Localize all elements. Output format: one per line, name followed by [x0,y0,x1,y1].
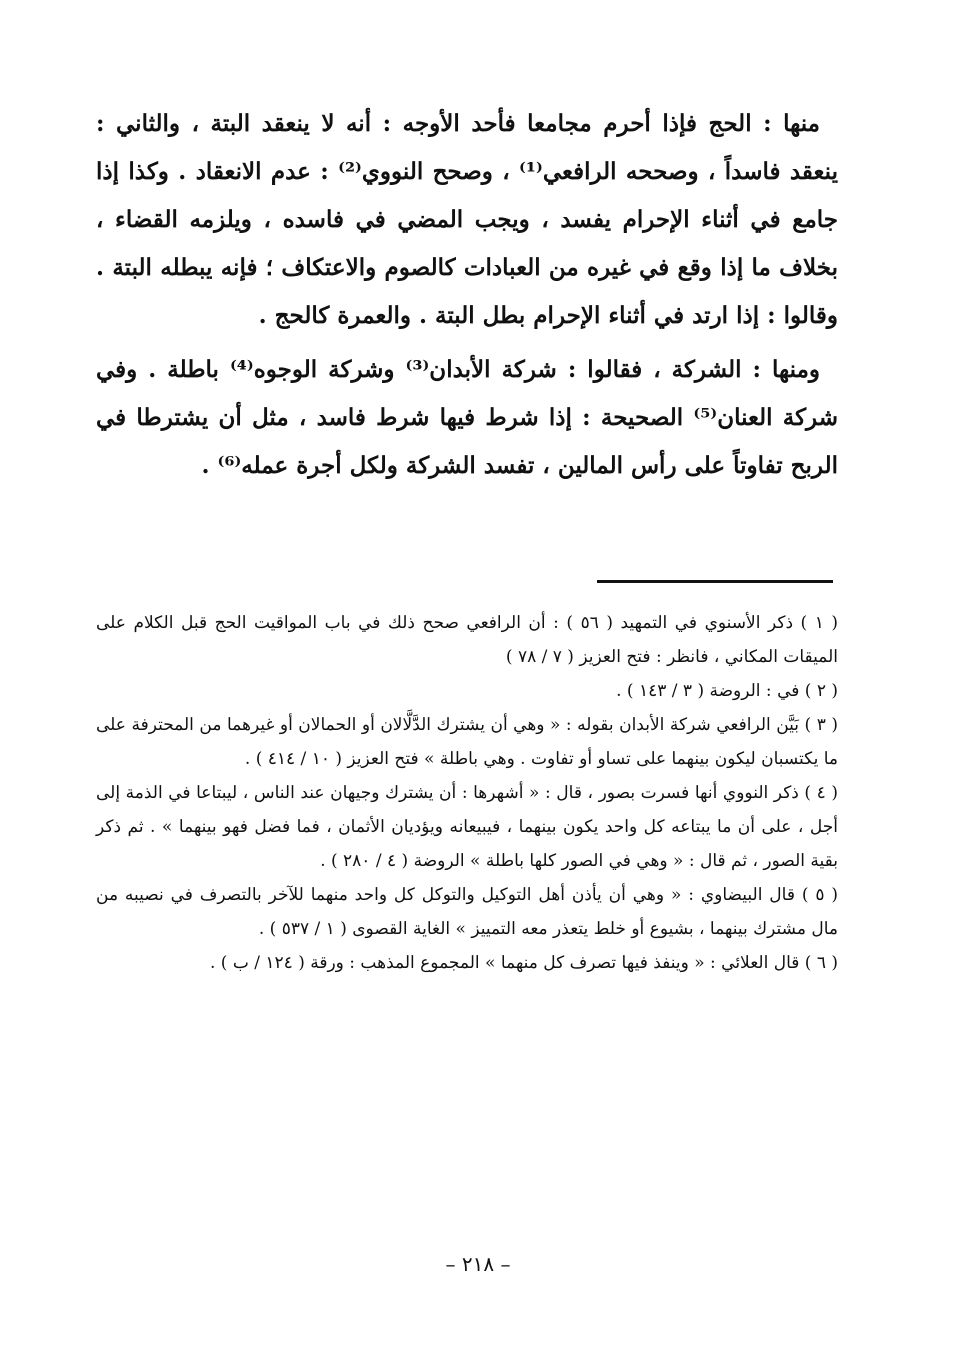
footnote-2: ( ٢ ) في : الروضة ( ٣ / ١٤٣ ) . [616,681,838,701]
footnote-separator [597,580,833,583]
footnotes [96,606,838,980]
footnote-3: ( ٣ ) بَيَّن الرافعي شركة الأبدان بقوله : « وهي أن يشترك الدَّلَّالان أو الحمالان أو غيرهما من المحترفة على ما يكتسبان ليكون بينهما على تساو أو تفاوت . وهي باطلة » فتح العزيز ( ١٠ / ٤١٤ ) . [96,715,838,769]
body-paragraph-1 [96,100,838,340]
body-paragraph-2 [96,346,838,490]
main-text [96,100,838,494]
footnote-5: ( ٥ ) قال البيضاوي : « وهي أن يأذن أهل التوكيل والتوكل كل واحد منهما للآخر بالتصرف في نصيبه من مال مشترك بينهما ، بشيوع أو خلط يتعذر معه التمييز » الغاية القصوى ( ١ / ٥٣٧ ) . [96,885,838,939]
footnote-1: ( ١ ) ذكر الأسنوي في التمهيد ( ٥٦ ) : أن الرافعي صحح ذلك في باب المواقيت الحج قبل الكلام على الميقات المكاني ، فانظر : فتح العزيز ( ٧ / ٧٨ ) [96,613,838,667]
page-number: – ٢١٨ – [445,1252,511,1276]
paragraph-text: ومنها : الشركة ، فقالوا : شركة الأبدان⁽³⁾ وشركة الوجوه⁽⁴⁾ باطلة . وفي شركة العنان⁽⁵⁾ الصحيحة : إذا شرط فيها شرط فاسد ، مثل أن يشترطا في الربح تفاوتاً على رأس المالين ، تفسد الشركة ولكل أجرة عمله⁽⁶⁾ . [96,356,839,479]
footnote-4: ( ٤ ) ذكر النووي أنها فسرت بصور ، قال : « أشهرها : أن يشترك وجيهان عند الناس ، ليبتاعا في الذمة إلى أجل ، على أن ما يبتاعه كل واحد يكون بينهما ، فيبيعانه ويؤديان الأثمان ، فما فضل فهو بينهما » . ثم ذكر بقية الصور ، ثم قال : « وهي في الصور كلها باطلة » الروضة ( ٤ / ٢٨٠ ) . [96,783,838,871]
paragraph-text: منها : الحج فإذا أحرم مجامعا فأحد الأوجه : أنه لا ينعقد البتة ، والثاني : ينعقد فاسداً ، وصححه الرافعي⁽¹⁾ ، وصحح النووي⁽²⁾ : عدم الانعقاد . وكذا إذا جامع في أثناء الإحرام يفسد ، ويجب المضي في فاسده ، ويلزمه القضاء ، بخلاف ما إذا وقع في غيره من العبادات كالصوم والاعتكاف ؛ فإنه يبطله البتة . وقالوا : إذا ارتد في أثناء الإحرام بطل البتة . والعمرة كالحج . [96,110,838,329]
footnote-6: ( ٦ ) قال العلائي : « وينفذ فيها تصرف كل منهما » المجموع المذهب : ورقة ( ١٢٤ / ب ) . [210,953,838,973]
